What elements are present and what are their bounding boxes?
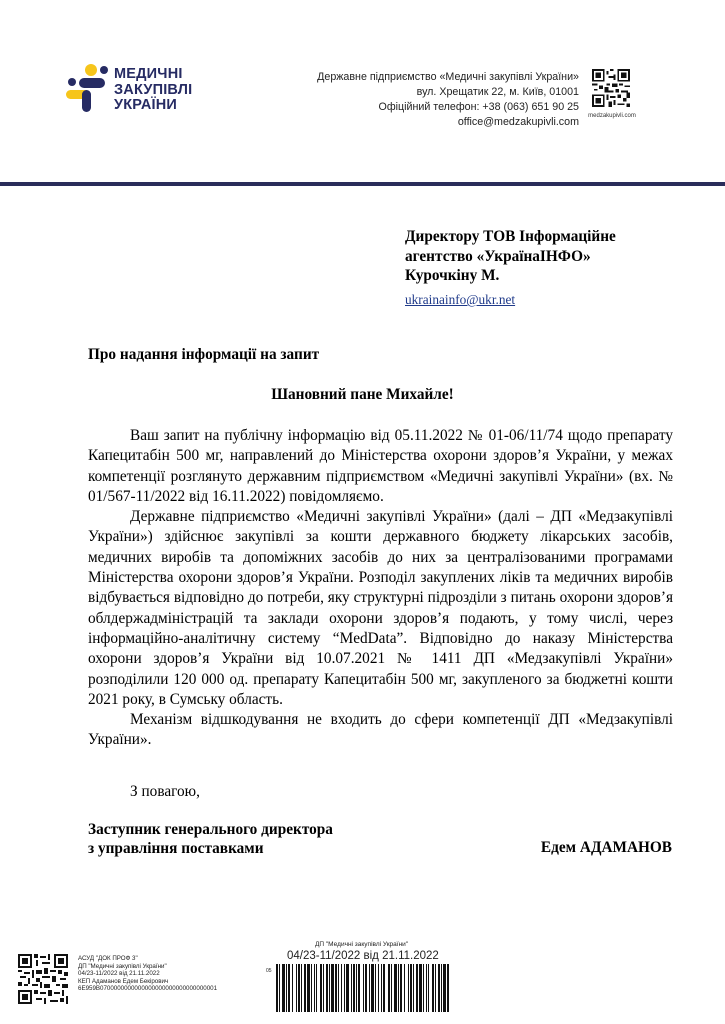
barcode-bar (369, 964, 370, 1012)
barcode-bar (356, 964, 357, 1012)
body-paragraph: Державне підприємство «Медичні закупівлі України» (далі – ДП «Медзакупівлі України») здійснює закупівлі за кошти державного бюджету лікарських засобів, медичних виробів та допоміжних засобів до них за централізованими програмами Міністерства охорони здоров’я України. Розподіл закуплених ліків та медичних виробів відбувається відповідно до потреби, яку структурні підрозділи з питань охорони здоров’я облдержадміністрацій та заклади охорони здоров’я подають, у тому числі, через інформаційно-аналітичну систему “MedData”. Відповідно до наказу Міністерства охорони здоров’я України від 10.07.2021 № 1411 ДП «Медзакупівлі України» розподілили 120 000 од. препарату Капецитабін 500 мг, закупленого за бюджетні кошти 2021 року, в Сумську область. (88, 508, 673, 708)
barcode-bar (447, 964, 449, 1012)
registration-side-code: 05 (266, 968, 272, 974)
barcode-bar (375, 964, 376, 1012)
recipient-line: агентство «УкраїнаІНФО» (405, 247, 591, 265)
barcode-bar (338, 964, 339, 1012)
sender-address: вул. Хрещатик 22, м. Київ, 01001 (416, 86, 579, 98)
barcode-bar (410, 964, 412, 1012)
barcode-bar (296, 964, 297, 1012)
barcode-bar (400, 964, 402, 1012)
barcode-bar (383, 964, 385, 1012)
barcode-bar (441, 964, 442, 1012)
logo-line: МЕДИЧНІ (114, 66, 183, 82)
barcode-bar (353, 964, 355, 1012)
signatory-title-line: Заступник генерального директора (88, 821, 333, 838)
barcode-bar (408, 964, 409, 1012)
barcode-bar (298, 964, 300, 1012)
barcode-bar (438, 964, 440, 1012)
barcode-bar (279, 964, 280, 1012)
barcode-bar (443, 964, 446, 1012)
stamp-line: ДП "Медичні закупівлі України" (78, 962, 167, 970)
barcode-bar (323, 964, 324, 1012)
barcode-bar (371, 964, 374, 1012)
qr-caption: medzakupivli.com (588, 113, 636, 119)
letter-body (88, 426, 673, 751)
barcode-bar (276, 964, 278, 1012)
qr-code-icon (592, 69, 630, 107)
barcode-bar (398, 964, 399, 1012)
registration-number: 04/23-11/2022 від 21.11.2022 (287, 950, 439, 962)
medzakupivli-logo-icon (64, 63, 108, 113)
barcode-bar (304, 964, 306, 1012)
barcode-bar (346, 964, 349, 1012)
barcode-bar (435, 964, 436, 1012)
letter-subject: Про надання інформації на запит (88, 346, 320, 363)
signatory-title (88, 820, 333, 858)
barcode-bar (394, 964, 397, 1012)
barcode-bar (404, 964, 405, 1012)
barcode-bar (358, 964, 360, 1012)
barcode-bar (391, 964, 392, 1012)
barcode-bar (301, 964, 302, 1012)
barcode-bar (428, 964, 429, 1012)
barcode-bar (378, 964, 379, 1012)
recipient-block (405, 227, 616, 286)
barcode-icon (276, 964, 450, 1012)
header-divider (0, 182, 725, 186)
barcode-bar (344, 964, 345, 1012)
barcode-bar (316, 964, 317, 1012)
barcode-bar (335, 964, 337, 1012)
barcode-bar (341, 964, 342, 1012)
stamp-line: 04/23-11/2022 від 21.11.2022 (78, 970, 160, 978)
barcode-bar (351, 964, 352, 1012)
barcode-bar (326, 964, 328, 1012)
signature-qr-code-icon (18, 954, 68, 1004)
signatory-name: Едем АДАМАНОВ (540, 839, 672, 856)
barcode-bar (365, 964, 367, 1012)
barcode-bar (320, 964, 322, 1012)
barcode-bar (423, 964, 424, 1012)
letter-closing: З повагою, (130, 783, 200, 800)
logo-wordmark (114, 67, 192, 114)
recipient-line: Курочкіну М. (405, 267, 500, 284)
body-paragraph: Механізм відшкодування не входить до сфери компетенції ДП «Медзакупівлі України». (88, 711, 673, 749)
barcode-bar (426, 964, 427, 1012)
barcode-bar (416, 964, 418, 1012)
sender-email[interactable]: office@medzakupivli.com (457, 116, 579, 128)
barcode-bar (288, 964, 290, 1012)
logo-line: УКРАЇНИ (114, 97, 178, 113)
body-paragraph: Ваш запит на публічну інформацію від 05.11.2022 № 01-06/11/74 щодо препарату Капецитабін 500 мг, направлений до Міністерства охорони здоров’я України, у межах компетенції розглянуто державним підприємством «Медичні закупівлі України» (вх. № 01/567-11/2022 від 16.11.2022) повідомляємо. (88, 427, 673, 505)
barcode-bar (388, 964, 390, 1012)
sender-block (317, 70, 579, 130)
barcode-bar (282, 964, 285, 1012)
recipient-email-link[interactable]: ukrainainfo@ukr.net (405, 292, 516, 307)
barcode-bar (314, 964, 315, 1012)
sender-phone: Офіційний телефон: +38 (063) 651 90 25 (378, 101, 579, 113)
stamp-line: 6E959B0700000000000000000000000000000001 (78, 985, 218, 993)
barcode-bar (413, 964, 414, 1012)
barcode-bar (329, 964, 330, 1012)
e-signature-stamp (78, 955, 217, 993)
barcode-bar (381, 964, 382, 1012)
stamp-line: КЕП Адаманов Едем Бекірович (78, 977, 169, 985)
sender-name: Державне підприємство «Медичні закупівлі України» (317, 71, 579, 83)
barcode-bar (419, 964, 422, 1012)
barcode-bar (363, 964, 364, 1012)
barcode-bar (286, 964, 287, 1012)
barcode-bar (331, 964, 334, 1012)
recipient-line: Директору ТОВ Інформаційне (405, 228, 616, 245)
barcode-bar (292, 964, 293, 1012)
barcode-bar (311, 964, 312, 1012)
signatory-title-line: з управління поставками (88, 840, 264, 857)
registration-header: ДП "Медичні закупівлі України" (315, 941, 409, 948)
letter-greeting: Шановний пане Михайле! (271, 386, 454, 403)
barcode-bar (432, 964, 434, 1012)
logo-line: ЗАКУПІВЛІ (114, 81, 193, 98)
stamp-line: АСУД "ДОК ПРОФ 3" (78, 955, 138, 962)
barcode-bar (307, 964, 310, 1012)
